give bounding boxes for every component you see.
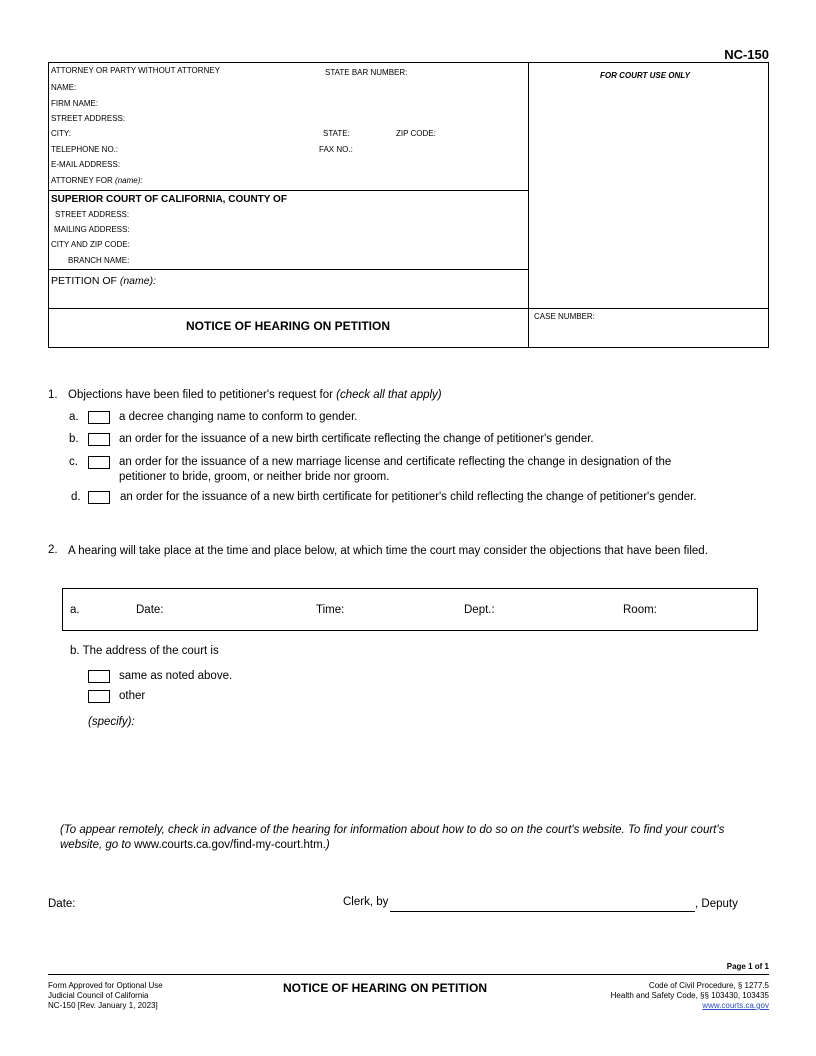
form-title: NOTICE OF HEARING ON PETITION <box>185 319 390 333</box>
court-branch-label[interactable]: BRANCH NAME: <box>68 256 130 265</box>
item1-c-text2: petitioner to bride, groom, or neither bride nor groom. <box>119 471 390 483</box>
petition-of-row[interactable] <box>51 275 156 287</box>
other-address-label: other <box>119 690 146 702</box>
attorney-label: ATTORNEY OR PARTY WITHOUT ATTORNEY <box>51 66 220 75</box>
deputy-label: , Deputy <box>695 898 738 910</box>
footer-left-3: NC-150 [Rev. January 1, 2023] <box>48 1001 158 1010</box>
item1-lead-row <box>68 389 442 401</box>
footer-right-1: Code of Civil Procedure, § 1277.5 <box>648 981 769 990</box>
specify-label[interactable]: (specify): <box>88 716 135 728</box>
item1-a-text: a decree changing name to conform to gender. <box>119 411 358 423</box>
caption-box <box>48 62 769 348</box>
divider-petition <box>48 269 528 270</box>
petition-of-hint: (name): <box>119 275 157 287</box>
hearing-dept-label[interactable]: Dept.: <box>464 604 495 616</box>
email-label[interactable]: E-MAIL ADDRESS: <box>51 160 121 169</box>
state-bar-label: STATE BAR NUMBER: <box>325 68 408 77</box>
hearing-date-label[interactable]: Date: <box>136 604 164 616</box>
other-address-checkbox[interactable] <box>88 690 110 703</box>
court-street-label[interactable]: STREET ADDRESS: <box>55 210 130 219</box>
footer-left-1: Form Approved for Optional Use <box>48 981 163 990</box>
remote-note-suffix: ) <box>325 839 330 851</box>
remote-note-prefix: website, go to <box>60 839 131 851</box>
courts-website-link[interactable]: www.courts.ca.gov <box>702 1001 769 1010</box>
phone-label[interactable]: TELEPHONE NO.: <box>51 145 119 154</box>
remote-note-line1: (To appear remotely, check in advance of the hearing for information about how to do so on the court's website. To find your court's <box>60 824 725 836</box>
item2-number: 2. <box>48 544 58 556</box>
hearing-time-label[interactable]: Time: <box>316 604 345 616</box>
item1-c-text: an order for the issuance of a new marriage license and certificate reflecting the change in designation of the <box>119 456 672 468</box>
same-address-checkbox[interactable] <box>88 670 110 683</box>
page-number: Page 1 of 1 <box>726 962 769 971</box>
item1-number: 1. <box>48 389 58 401</box>
name-label[interactable]: NAME: <box>51 83 77 92</box>
clerk-signature-line[interactable] <box>390 911 695 912</box>
court-use-label: FOR COURT USE ONLY <box>600 71 690 80</box>
item2-b-text: b. The address of the court is <box>70 645 219 657</box>
court-title: SUPERIOR COURT OF CALIFORNIA, COUNTY OF <box>51 194 287 205</box>
item1-b-checkbox[interactable] <box>88 433 110 446</box>
footer-rule <box>48 974 769 975</box>
item1-d-checkbox[interactable] <box>88 491 110 504</box>
clerk-label: Clerk, by <box>343 896 389 908</box>
divider-court <box>48 190 528 191</box>
signature-date-label[interactable]: Date: <box>48 898 76 910</box>
item1-a-checkbox[interactable] <box>88 411 110 424</box>
footer-left-2: Judicial Council of California <box>48 991 149 1000</box>
item2-a-letter: a. <box>70 604 80 616</box>
caption-divider <box>528 62 529 348</box>
attorney-for-label: ATTORNEY FOR <box>51 176 113 185</box>
remote-note-line2 <box>60 839 770 851</box>
case-number-label[interactable]: CASE NUMBER: <box>534 312 595 321</box>
court-cityzip-label[interactable]: CITY AND ZIP CODE: <box>51 240 130 249</box>
petition-of-label: PETITION OF <box>51 275 117 287</box>
footer-left <box>48 981 163 1011</box>
hearing-room-label[interactable]: Room: <box>623 604 657 616</box>
footer-right-2: Health and Safety Code, §§ 103430, 103435 <box>610 991 769 1000</box>
item1-b-text: an order for the issuance of a new birth certificate reflecting the change of petitioner's gender. <box>119 433 594 445</box>
item1-lead: Objections have been filed to petitioner's request for <box>68 389 333 401</box>
item2-text: A hearing will take place at the time and place below, at which time the court may consider the objections that have been filed. <box>68 545 708 557</box>
firm-label[interactable]: FIRM NAME: <box>51 99 99 108</box>
same-address-label: same as noted above. <box>119 670 233 682</box>
form-id: NC-150 <box>724 47 769 62</box>
item1-a-letter: a. <box>69 411 79 423</box>
item1-c-checkbox[interactable] <box>88 456 110 469</box>
item1-c-letter: c. <box>69 456 78 468</box>
remote-note-url[interactable]: www.courts.ca.gov/find-my-court.htm. <box>134 839 326 851</box>
item1-b-letter: b. <box>69 433 79 445</box>
footer-title: NOTICE OF HEARING ON PETITION <box>283 981 488 995</box>
court-mailing-label[interactable]: MAILING ADDRESS: <box>54 225 130 234</box>
fax-label[interactable]: FAX NO.: <box>319 145 353 154</box>
city-label[interactable]: CITY: <box>51 129 72 138</box>
item1-d-letter: d. <box>71 491 81 503</box>
remote-note <box>60 824 770 851</box>
state-label[interactable]: STATE: <box>323 129 350 138</box>
street-label[interactable]: STREET ADDRESS: <box>51 114 126 123</box>
attorney-for-row[interactable] <box>51 176 143 185</box>
footer-right <box>611 981 769 1011</box>
item1-lead-hint: (check all that apply) <box>336 389 442 401</box>
item1-d-text: an order for the issuance of a new birth certificate for petitioner's child reflecting the change of petitioner's gender. <box>120 491 697 503</box>
divider-title <box>48 308 769 309</box>
zip-label[interactable]: ZIP CODE: <box>396 129 436 138</box>
attorney-for-hint: (name): <box>115 176 143 185</box>
